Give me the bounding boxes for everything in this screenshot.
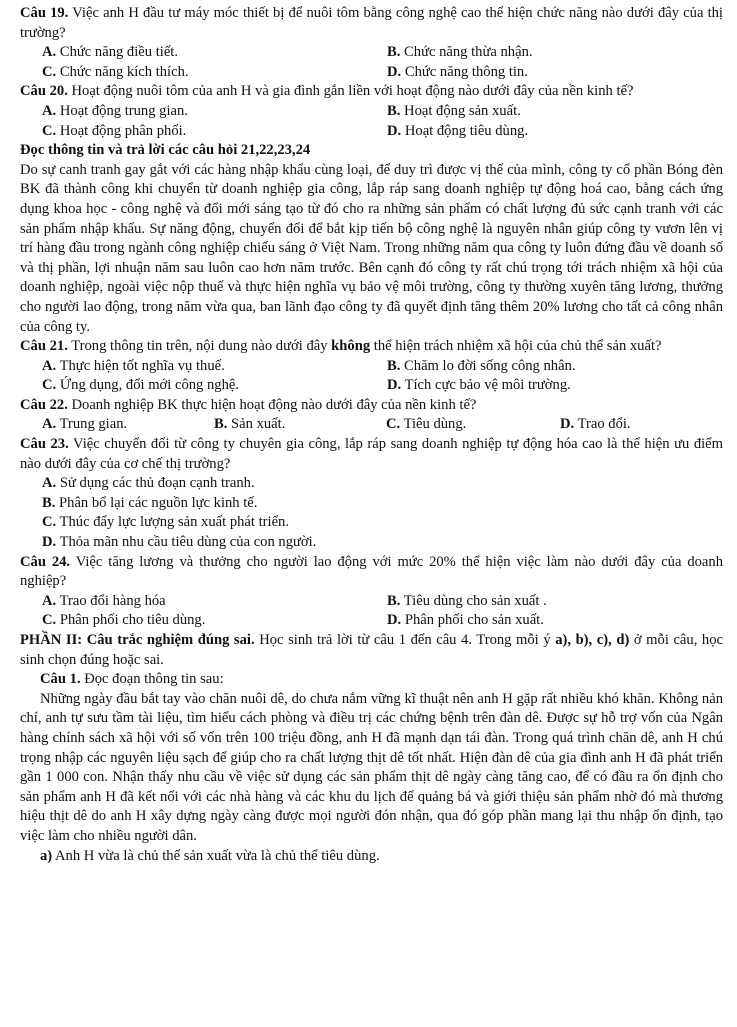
option-a[interactable]: A. Chức năng điều tiết. — [42, 44, 178, 61]
option-b[interactable]: B. Tiêu dùng cho sản xuất . — [387, 592, 547, 609]
option-a[interactable]: A. Trung gian. — [42, 416, 128, 433]
question-text: Việc chuyển đổi từ công ty chuyên gia công, lắp ráp sang doanh nghiệp tự động hóa cao là thể hiện ưu điểm nào dưới đây của cơ chế thị trường? — [20, 436, 724, 472]
part-2-title: PHẦN II: Câu trắc nghiệm đúng sai. — [20, 632, 255, 648]
option-d[interactable]: D. Tích cực bảo vệ môi trường. — [387, 377, 571, 394]
option-b[interactable]: B. Phân bổ lại các nguồn lực kinh tế. — [42, 494, 258, 511]
option-b[interactable]: B. Chức năng thừa nhận. — [387, 44, 533, 61]
option-a[interactable]: A. Sử dụng các thủ đoạn cạnh tranh. — [42, 475, 255, 492]
question-23 — [20, 435, 723, 474]
question-text: Doanh nghiệp BK thực hiện hoạt động nào dưới đây của nền kinh tế? — [67, 396, 477, 413]
option-d[interactable]: D. Thỏa mãn nhu cầu tiêu dùng của con người. — [42, 534, 317, 551]
question-21-options — [20, 357, 723, 396]
option-c[interactable]: C. Tiêu dùng. — [386, 416, 467, 433]
question-label: Câu 1. — [40, 671, 81, 688]
question-22 — [20, 396, 723, 416]
question-20-options — [20, 102, 723, 141]
question-label: Câu 21. — [20, 338, 68, 355]
question-23-options — [20, 474, 723, 552]
option-c[interactable]: C. Chức năng kích thích. — [42, 63, 189, 80]
statement-a[interactable]: a) Anh H vừa là chủ thể sản xuất vừa là chủ thể tiêu dùng. — [40, 847, 380, 864]
option-c[interactable]: C. Thúc đẩy lực lượng sản xuất phát triển. — [42, 514, 289, 531]
emphasis-not: không — [331, 338, 371, 355]
option-b[interactable]: B. Hoạt động sản xuất. — [387, 102, 521, 119]
part-2-question-1: Câu 1. Đọc đoạn thông tin sau: — [40, 671, 224, 688]
option-b[interactable]: B. Sản xuất. — [214, 416, 286, 433]
question-21: Câu 21. Trong thông tin trên, nội dung nào dưới đây không thể hiện trách nhiệm xã hội của chủ thể sản xuất? — [20, 338, 662, 355]
option-b[interactable]: B. Chăm lo đời sống công nhân. — [387, 357, 576, 374]
reading-heading: Đọc thông tin và trả lời các câu hỏi 21,22,23,24 — [20, 142, 311, 159]
question-19 — [20, 4, 723, 43]
question-label: Câu 19. — [20, 5, 69, 21]
question-label: Câu 22. — [20, 396, 68, 413]
option-c[interactable]: C. Ứng dụng, đổi mới công nghệ. — [42, 377, 240, 394]
question-24 — [20, 553, 723, 592]
option-d[interactable]: D. Phân phối cho sản xuất. — [387, 612, 544, 629]
option-a[interactable]: A. Trao đổi hàng hóa — [42, 592, 166, 609]
question-label: Câu 24. — [20, 553, 71, 570]
option-d[interactable]: D. Trao đổi. — [560, 416, 631, 433]
part-2-heading: PHẦN II: Câu trắc nghiệm đúng sai. Học sinh trả lời từ câu 1 đến câu 4. Trong mỗi ý a), b), c), d) ở mỗi câu, học sinh chọn đúng hoặc sai. — [20, 632, 723, 668]
question-22-options — [20, 415, 723, 435]
option-a[interactable]: A. Thực hiện tốt nghĩa vụ thuế. — [42, 357, 225, 374]
question-text: Hoạt động nuôi tôm của anh H và gia đình gắn liền với hoạt động nào dưới đây của nền kinh tế? — [67, 83, 634, 100]
question-text: Việc tăng lương và thưởng cho người lao động với mức 20% thể hiện việc làm nào dưới đây của doanh nghiệp? — [20, 553, 723, 590]
question-text: Việc anh H đầu tư máy móc thiết bị để nuôi tôm bằng công nghệ cao thể hiện chức năng nào dưới đây của thị trường? — [20, 5, 723, 41]
question-label: Câu 23. — [20, 436, 69, 453]
reading-passage: Do sự canh tranh gay gắt với các hàng nhập khẩu cùng loại, để duy trì được vị thế của mình, công ty cổ phần Bóng đèn BK đã thành công khi chuyển từ doanh nghiệp gia công, lắp ráp sang doanh nghiệp tự động hoá cao, bằng cách ứng dụng khoa học - công nghệ và đổi mới sáng tạo từ đó cho ra những sản phẩm có chất lượng đủ sức cạnh tranh với các sản phẩm nhập khẩu. Sự năng động, chuyển đổi để bắt kịp tiến bộ công nghệ là nguyên nhân giúp công ty vươn lên vị trí hàng đầu trong ngành công nghiệp chiếu sáng ở Việt Nam. Trong những năm qua công ty luôn đứng đầu về doanh số và thị phần, lợi nhuận năm sau luôn cao hơn năm trước. Bên cạnh đó công ty rất chú trọng tới trách nhiệm xã hội của doanh nghiệp, ngoài việc nộp thuế và thực hiện nghĩa vụ bảo vệ môi trường, công ty thường xuyên tăng lương, thưởng cho người lao động, trong năm vừa qua, ban lãnh đạo công ty đã quyết định tăng thêm 20% lương cho tất cả công nhân của công ty. — [20, 161, 723, 335]
question-label: Câu 20. — [20, 83, 68, 100]
question-20 — [20, 82, 723, 102]
option-d[interactable]: D. Chức năng thông tin. — [387, 63, 528, 80]
option-a[interactable]: A. Hoạt động trung gian. — [42, 102, 188, 119]
part-2-passage: Những ngày đầu bắt tay vào chăn nuôi dê, do chưa nắm vững kĩ thuật nên anh H gặp rất nhiều khó khăn. Không nản chí, anh tự sưu tầm tài liệu, tìm hiểu cách phòng và điều trị các chứng bệnh trên đàn dê. Được sự hỗ trợ vốn của Ngân hàng chính sách xã hội với số vốn trên 100 triệu đồng, anh H đã mạnh dạn tái đàn. Trong quá trình chăn dê, anh H chú trọng nhập các nguyên liệu sạch để giúp cho ra chất lượng thịt dê tốt nhất. Hiện đàn dê của gia đình anh H đã phát triển gần 1 000 con. Nhận thấy nhu cầu về việc sử dụng các sản phẩm thịt dê ngày càng tăng cao, để có đầu ra ổn định cho sản phẩm anh H đã kết nối với các nhà hàng và các khu du lịch để quảng bá và giới thiệu sản phẩm nhờ đó mà thương hiệu thịt dê do anh H xây dựng ngày càng được mọi người đón nhận, qua đó góp phần mang lại thu nhập ổn định, tạo việc làm cho nhiều người dân. — [20, 690, 723, 844]
question-24-options — [20, 592, 723, 631]
option-c[interactable]: C. Hoạt động phân phối. — [42, 122, 187, 139]
question-19-options — [20, 43, 723, 82]
option-c[interactable]: C. Phân phối cho tiêu dùng. — [42, 612, 206, 629]
option-d[interactable]: D. Hoạt động tiêu dùng. — [387, 122, 529, 139]
